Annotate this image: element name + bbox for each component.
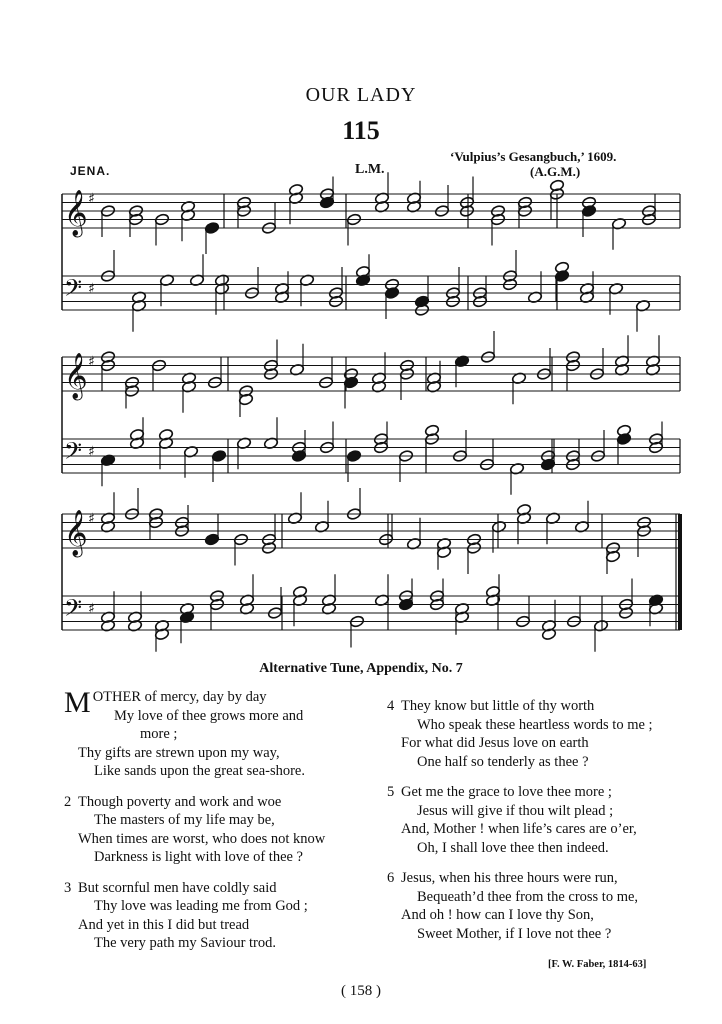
verse-line: Like sands upon the great sea-shore. [94, 763, 305, 779]
verse-1 [64, 688, 384, 781]
verse-number: 3 [64, 879, 72, 896]
treble-clef-icon: 𝄞 [64, 190, 88, 236]
verse-line: Though poverty and work and woe [78, 793, 282, 810]
treble-clef-icon: 𝄞 [64, 510, 88, 556]
treble-clef-icon: 𝄞 [64, 353, 88, 399]
verse-line: Jesus will give if thou wilt plead ; [417, 802, 614, 819]
bass-clef-icon: 𝄢 [64, 437, 83, 470]
verse-line: Get me the grace to love thee more ; [401, 784, 612, 800]
verse-line: For what did Jesus love on earth [401, 735, 589, 751]
verse-line: My love of thee grows more and [114, 707, 304, 724]
verse-line: One half so tenderly as thee ? [417, 753, 589, 770]
verse-line: Oh, I shall love thee then indeed. [417, 839, 609, 856]
verse-number: 5 [387, 784, 395, 800]
verse-line: And yet in this I did but tread [78, 916, 250, 933]
sharp-icon: ♯ [88, 511, 95, 527]
verse-line: Jesus, when his three hours were run, [401, 870, 618, 886]
verse-line: Bequeath’d thee from the cross to me, [417, 888, 639, 905]
tune-name: JENA. [70, 164, 111, 178]
author-credit: [F. W. Faber, 1814-63] [548, 959, 647, 970]
verse-number: 4 [387, 698, 395, 714]
verse-line: Who speak these heartless words to me ; [417, 716, 653, 733]
verse-4 [387, 697, 697, 771]
verse-2 [64, 793, 384, 867]
verse-line: The very path my Saviour trod. [94, 935, 277, 951]
verse-line: Sweet Mother, if I love not thee ? [417, 925, 612, 942]
verse-line: Thy gifts are strewn upon my way, [78, 744, 280, 761]
verse-number: 2 [64, 793, 72, 810]
sharp-icon: ♯ [88, 444, 95, 460]
verse-line: OTHER of mercy, day by day [92, 689, 267, 705]
sharp-icon: ♯ [88, 354, 95, 370]
verse-line: Thy love was leading me from God ; [94, 898, 308, 914]
note-head [346, 450, 361, 463]
verse-line: They know but little of thy worth [401, 698, 595, 714]
verse-line: And, Mother ! when life’s cares are o’er, [401, 821, 637, 837]
meter: L.M. [355, 162, 385, 177]
verse-line: And oh ! how can I love thy Son, [401, 907, 594, 923]
note-head [204, 533, 219, 546]
sharp-icon: ♯ [88, 191, 95, 207]
tune-source: ‘Vulpius’s Gesangbuch,’ 1609. [450, 149, 617, 164]
page-number: ( 158 ) [341, 983, 381, 999]
verse-5 [387, 783, 697, 857]
verse-3 [64, 879, 384, 953]
bass-clef-icon: 𝄢 [64, 594, 83, 627]
verses-left-column [64, 688, 384, 953]
sharp-icon: ♯ [88, 601, 95, 617]
verses-right-column [387, 697, 697, 943]
note-head [204, 222, 219, 235]
arranger: (A.G.M.) [530, 164, 581, 179]
bass-clef-icon: 𝄢 [64, 274, 83, 307]
alternative-tune-note: Alternative Tune, Appendix, No. 7 [259, 661, 463, 676]
drop-cap: M [64, 686, 91, 719]
verse-line: The masters of my life may be, [94, 812, 275, 828]
note-head [211, 450, 226, 463]
verse-line: When times are worst, who does not know [78, 830, 326, 847]
section-title: OUR LADY [305, 84, 417, 106]
verse-6 [387, 869, 697, 943]
verse-line: more ; [140, 726, 178, 742]
verse-line: But scornful men have coldly said [78, 879, 277, 896]
verse-line: Darkness is light with love of thee ? [94, 849, 303, 865]
sharp-icon: ♯ [88, 281, 95, 297]
verse-number: 6 [387, 870, 395, 886]
hymn-number: 115 [342, 116, 380, 145]
